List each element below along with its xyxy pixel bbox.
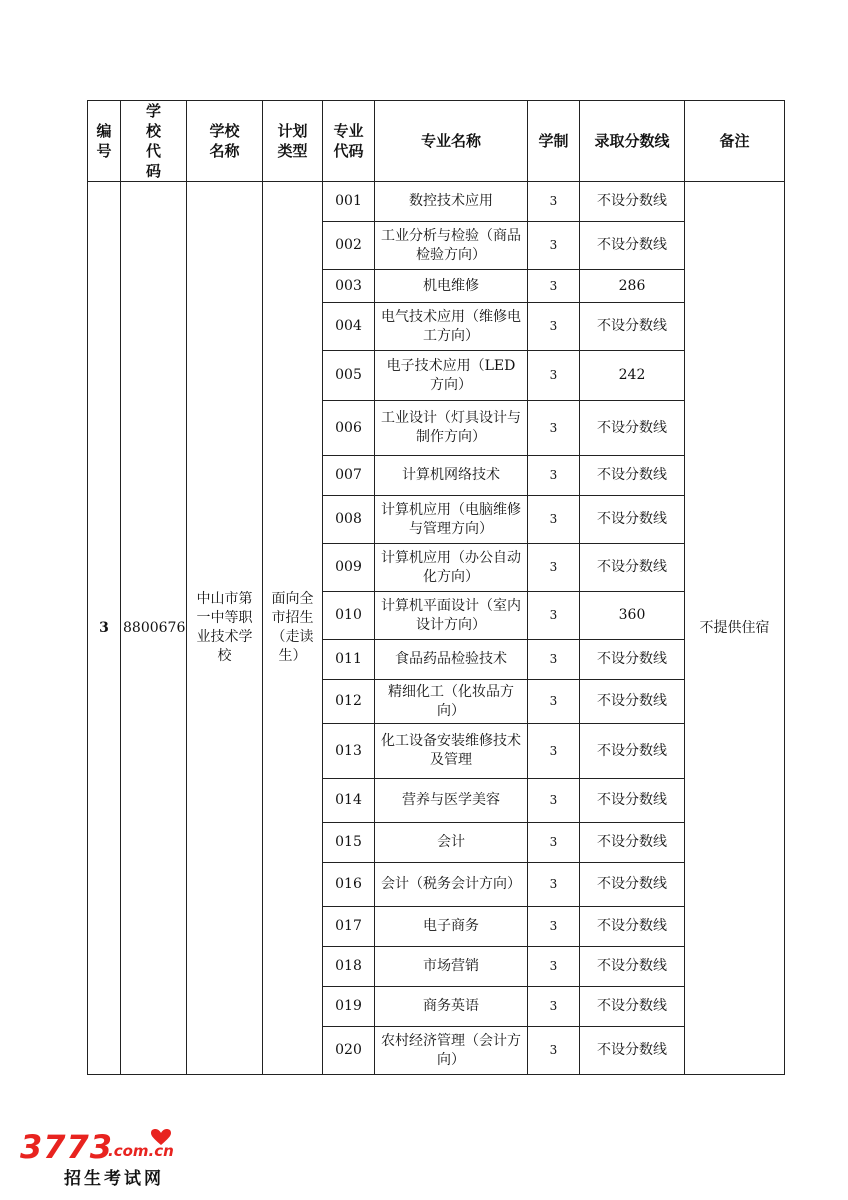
header-school-code: 学校代码 (121, 101, 187, 182)
score-cell: 不设分数线 (580, 724, 685, 779)
major-name-cell: 计算机网络技术 (375, 456, 528, 496)
header-number: 编号 (88, 101, 121, 182)
header-major-name: 专业名称 (375, 101, 528, 182)
header-plan-type: 计划类型 (263, 101, 323, 182)
major-name-cell: 市场营销 (375, 947, 528, 987)
header-years: 学制 (528, 101, 580, 182)
logo-number: 3773 (20, 1128, 114, 1166)
years-cell: 3 (528, 182, 580, 222)
school-number-cell: 3 (88, 182, 121, 1075)
major-code-cell: 014 (323, 779, 375, 823)
major-name-cell: 营养与医学美容 (375, 779, 528, 823)
years-cell: 3 (528, 863, 580, 907)
years-cell: 3 (528, 592, 580, 640)
header-row (88, 101, 785, 182)
major-code-cell: 001 (323, 182, 375, 222)
site-logo (20, 1128, 180, 1192)
major-name-cell: 计算机平面设计（室内设计方向） (375, 592, 528, 640)
table-body (88, 182, 785, 1075)
years-cell: 3 (528, 496, 580, 544)
admission-table (87, 100, 785, 1075)
header-major-code: 专业代码 (323, 101, 375, 182)
score-cell: 不设分数线 (580, 907, 685, 947)
years-cell: 3 (528, 544, 580, 592)
score-cell: 242 (580, 351, 685, 401)
score-cell: 不设分数线 (580, 640, 685, 680)
major-name-cell: 工业设计（灯具设计与制作方向） (375, 401, 528, 456)
years-cell: 3 (528, 270, 580, 303)
major-code-cell: 003 (323, 270, 375, 303)
score-cell: 不设分数线 (580, 947, 685, 987)
score-cell: 不设分数线 (580, 863, 685, 907)
header-remark: 备注 (685, 101, 785, 182)
major-name-cell: 农村经济管理（会计方向） (375, 1027, 528, 1075)
major-name-cell: 机电维修 (375, 270, 528, 303)
header-school-name: 学校名称 (187, 101, 263, 182)
major-name-cell: 食品药品检验技术 (375, 640, 528, 680)
major-name-cell: 数控技术应用 (375, 182, 528, 222)
major-name-cell: 会计 (375, 823, 528, 863)
major-code-cell: 006 (323, 401, 375, 456)
score-cell: 不设分数线 (580, 222, 685, 270)
school-code-cell: 8800676 (121, 182, 187, 1075)
school-name-cell: 中山市第一中等职业技术学校 (187, 182, 263, 1075)
major-code-cell: 009 (323, 544, 375, 592)
major-code-cell: 020 (323, 1027, 375, 1075)
major-name-cell: 化工设备安装维修技术及管理 (375, 724, 528, 779)
major-code-cell: 008 (323, 496, 375, 544)
major-name-cell: 精细化工（化妆品方向） (375, 680, 528, 724)
major-name-cell: 计算机应用（电脑维修与管理方向） (375, 496, 528, 544)
major-code-cell: 005 (323, 351, 375, 401)
score-cell: 286 (580, 270, 685, 303)
major-code-cell: 019 (323, 987, 375, 1027)
score-cell: 不设分数线 (580, 823, 685, 863)
score-cell: 不设分数线 (580, 1027, 685, 1075)
years-cell: 3 (528, 351, 580, 401)
major-name-cell: 计算机应用（办公自动化方向） (375, 544, 528, 592)
major-code-cell: 012 (323, 680, 375, 724)
major-code-cell: 013 (323, 724, 375, 779)
years-cell: 3 (528, 907, 580, 947)
years-cell: 3 (528, 680, 580, 724)
years-cell: 3 (528, 947, 580, 987)
major-name-cell: 电气技术应用（维修电工方向） (375, 303, 528, 351)
major-code-cell: 007 (323, 456, 375, 496)
years-cell: 3 (528, 1027, 580, 1075)
header-score: 录取分数线 (580, 101, 685, 182)
logo-subtitle: 招生考试网 (64, 1169, 164, 1189)
major-code-cell: 010 (323, 592, 375, 640)
score-cell: 360 (580, 592, 685, 640)
table-row (88, 182, 785, 222)
logo-domain: .com.cn (108, 1142, 174, 1160)
major-code-cell: 004 (323, 303, 375, 351)
major-name-cell: 工业分析与检验（商品检验方向） (375, 222, 528, 270)
plan-type-cell: 面向全市招生（走读生） (263, 182, 323, 1075)
score-cell: 不设分数线 (580, 456, 685, 496)
score-cell: 不设分数线 (580, 779, 685, 823)
score-cell: 不设分数线 (580, 401, 685, 456)
score-cell: 不设分数线 (580, 303, 685, 351)
major-name-cell: 电子商务 (375, 907, 528, 947)
years-cell: 3 (528, 823, 580, 863)
years-cell: 3 (528, 987, 580, 1027)
score-cell: 不设分数线 (580, 987, 685, 1027)
years-cell: 3 (528, 222, 580, 270)
major-name-cell: 电子技术应用（LED方向） (375, 351, 528, 401)
years-cell: 3 (528, 303, 580, 351)
score-cell: 不设分数线 (580, 182, 685, 222)
years-cell: 3 (528, 456, 580, 496)
major-code-cell: 015 (323, 823, 375, 863)
major-name-cell: 商务英语 (375, 987, 528, 1027)
major-code-cell: 002 (323, 222, 375, 270)
major-code-cell: 011 (323, 640, 375, 680)
years-cell: 3 (528, 401, 580, 456)
major-code-cell: 016 (323, 863, 375, 907)
remark-cell: 不提供住宿 (685, 182, 785, 1075)
major-name-cell: 会计（税务会计方向） (375, 863, 528, 907)
score-cell: 不设分数线 (580, 496, 685, 544)
years-cell: 3 (528, 724, 580, 779)
years-cell: 3 (528, 640, 580, 680)
score-cell: 不设分数线 (580, 680, 685, 724)
major-code-cell: 018 (323, 947, 375, 987)
years-cell: 3 (528, 779, 580, 823)
major-code-cell: 017 (323, 907, 375, 947)
score-cell: 不设分数线 (580, 544, 685, 592)
